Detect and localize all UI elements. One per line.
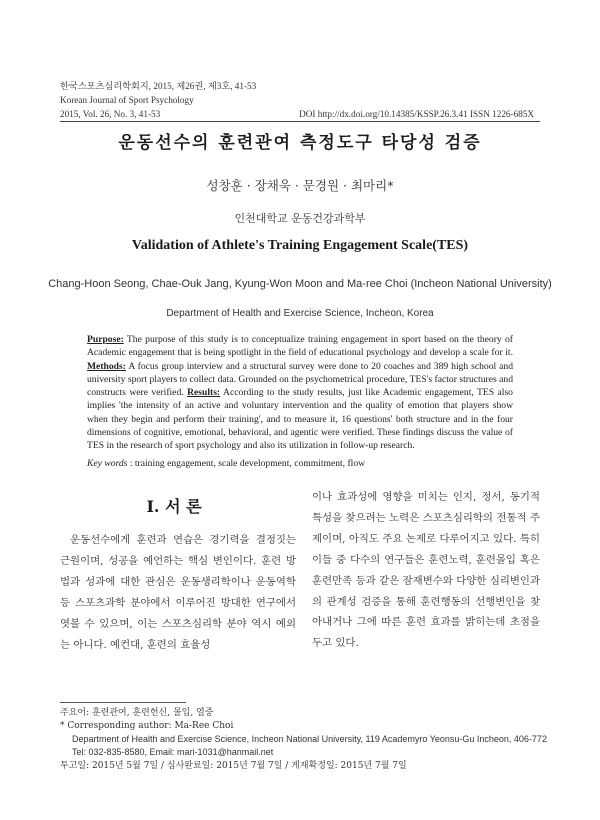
footnote-dates: 투고일: 2015년 5월 7일 / 심사완료일: 2015년 7월 7일 / 게재확정일: 2015년 7월 7일 <box>60 761 407 771</box>
paper-title-en: Validation of Athlete's Training Engagement Scale(TES) <box>131 238 469 253</box>
body-column-left: 운동선수에게 훈련과 연습은 경기력을 결정짓는 근원이며, 성공을 예언하는 핵심 변인이다. 훈련 방법과 성과에 대한 관심은 운동생리학이나 운동역학 등 스포츠과학 분야에서 이루어진 방대한 연구에서 엿볼 수 있으며, 이는 스포츠심리학 분야 역시 예외는 아니다. 예컨대, 훈련의 효율성 <box>60 534 296 651</box>
purpose-text: The purpose of this study is to conceptualize training engagement in sport based on the theory of Academic engagement that is being spotlight in the field of educational psychology and develop a scale for it. <box>87 334 513 359</box>
journal-volume: 2015, Vol. 26, No. 3, 41-53 <box>60 109 161 119</box>
footnote-corresponding: * Corresponding author: Ma-Ree Choi <box>60 721 234 731</box>
footnote-rule <box>60 702 186 703</box>
footnote-address: Department of Health and Exercise Science, Incheon National University, 119 Academyro Yeonsu-Gu Incheon, 406-772 <box>72 734 547 744</box>
section-title: I. 서 론 <box>146 497 202 516</box>
methods-label: Methods: <box>87 360 126 372</box>
results-label: Results: <box>187 387 221 399</box>
keywords-text: : training engagement, scale development, commitment, flow <box>127 458 366 469</box>
journal-header-en: Korean Journal of Sport Psychology <box>60 95 194 105</box>
footnote-contact: Tel: 032-835-8580, Email: mari-1031@hanmail.net <box>72 747 274 757</box>
affiliation-ko: 인천대학교 운동건강과학부 <box>234 212 366 225</box>
abstract <box>87 333 513 453</box>
affiliation-en: Department of Health and Exercise Science, Incheon, Korea <box>166 308 434 319</box>
purpose-label: Purpose: <box>87 334 124 345</box>
results-text: According to the study results, just like Academic engagement, TES also implies 'the intensity of an active and voluntary intervention and the quality of emotion that players show when they begin and perform their training', and to measure it, 16 questions' both structure and in the four dimensions of cognitive, emotional, behavioral, and agentic were verified. These findings discuss the value of TES in the research of sport psychology and also its utilization in follow-up research. <box>87 387 513 452</box>
authors-en: Chang-Hoon Seong, Chae-Ouk Jang, Kyung-Won Moon and Ma-ree Choi (Incheon National University) <box>48 278 552 290</box>
keywords-label: Key words <box>87 458 128 469</box>
footnote-keywords-ko: 주요어: 훈련관여, 훈련헌신, 몰입, 열중 <box>60 708 214 718</box>
body-column-right: 이나 효과성에 영향을 미치는 인지, 정서, 동기적 특성을 찾으려는 노력은 스포츠심리학의 전통적 주제이며, 아직도 주요 논제로 다루어지고 있다. 특히 이들 중 다수의 연구들은 훈련노력, 훈련몰입 혹은 훈련만족 등과 같은 잠재변수와 다양한 심리변인과의 관계성 검증을 통해 훈련행동의 선행변인을 찾아내거나 그에 따른 훈련 효과를 밝히는데 초점을 두고 있다. <box>312 491 540 650</box>
authors-ko: 성창훈 · 장채욱 · 문경원 · 최마리* <box>206 178 394 193</box>
paper-title-ko: 운동선수의 훈련관여 측정도구 타당성 검증 <box>118 133 482 153</box>
header-rule <box>60 121 540 122</box>
journal-header-ko: 한국스포츠심리학회지, 2015, 제26권, 제3호, 41-53 <box>60 81 257 91</box>
methods-text: A focus group interview and a structural survey were done to 20 coaches and 389 high school and university sport players to collect data. Grounded on the psychometrical procedure, TES's factor structures and constructs were verified. <box>87 360 513 399</box>
keywords <box>87 458 513 469</box>
doi-issn: DOI http://dx.doi.org/10.14385/KSSP.26.3.41 ISSN 1226-685X <box>299 109 534 119</box>
